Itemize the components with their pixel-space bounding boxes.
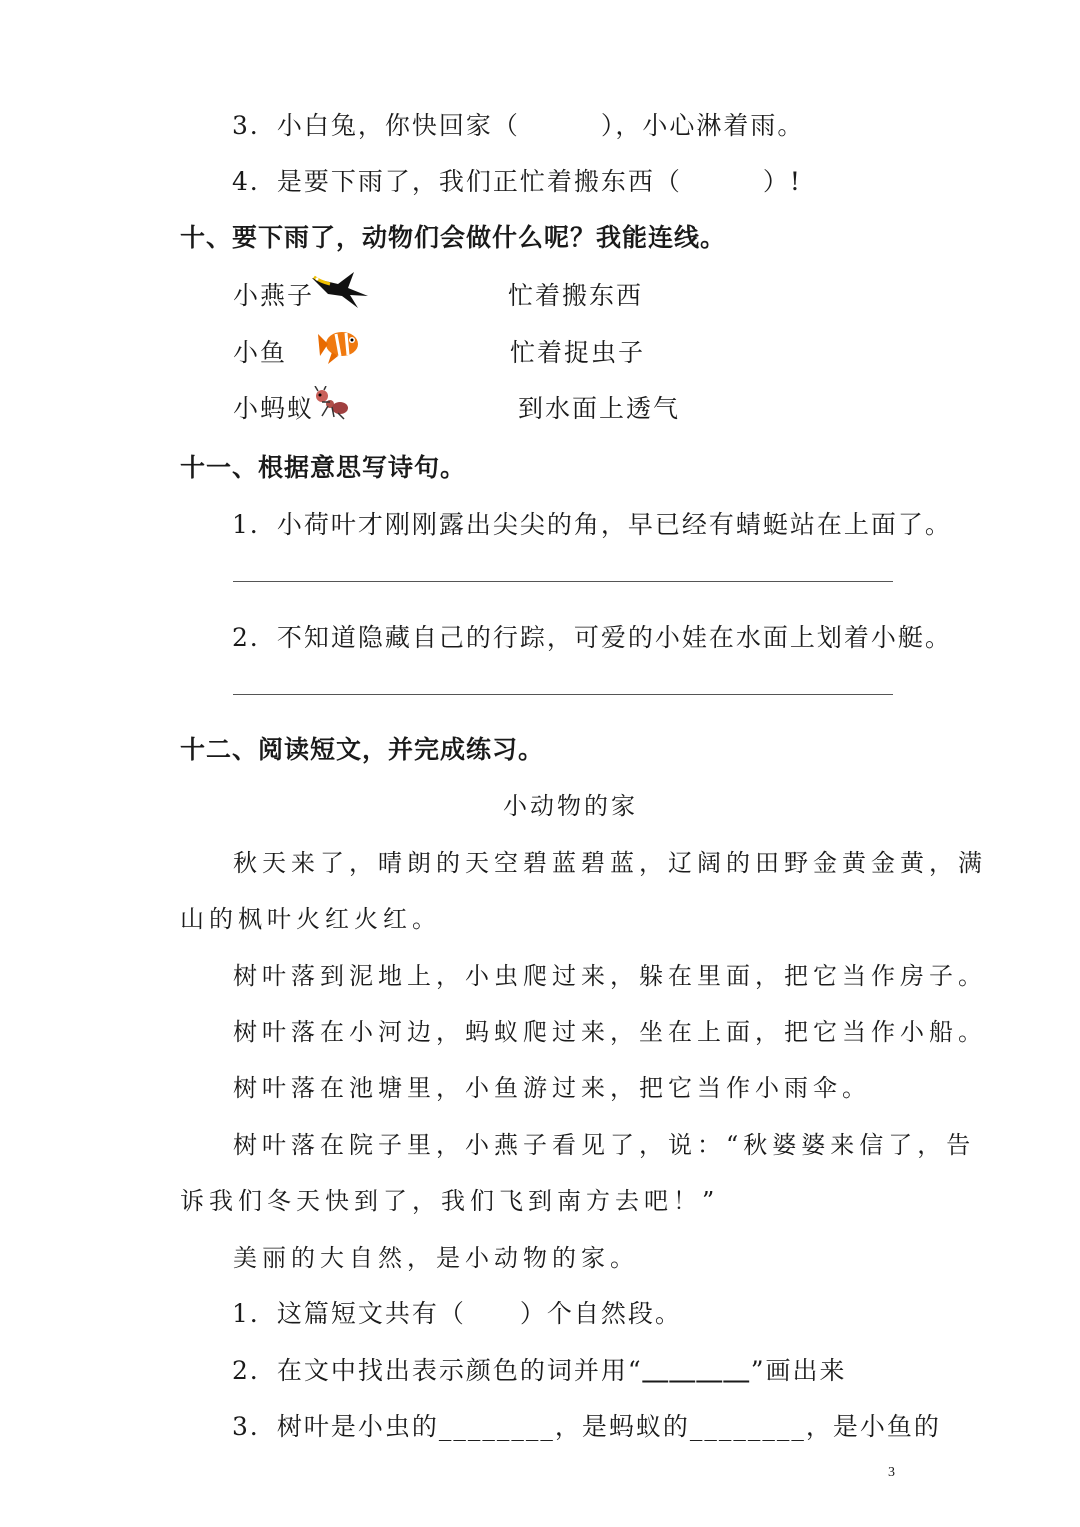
ant-icon <box>312 386 352 424</box>
exercise-2-text: 2．在文中找出表示颜色的词并用“ <box>232 1356 643 1385</box>
passage-paragraph-4: 树叶落在池塘里，小鱼游过来，把它当作小雨伞。 <box>233 1074 871 1102</box>
match-left-swallow: 小燕子 <box>233 281 315 310</box>
passage-paragraph-5: 树叶落在院子里，小燕子看见了，说：“秋婆婆来信了，告 <box>233 1131 976 1159</box>
match-right-catch-bugs: 忙着捉虫子 <box>510 338 646 367</box>
q11-item-1: 1．小荷叶才刚刚露出尖尖的角，早已经有蜻蜓站在上面了。 <box>232 510 952 539</box>
exercise-2 <box>232 1351 847 1387</box>
exercise-1: 1．这篇短文共有（ ）个自然段。 <box>232 1299 682 1328</box>
exercise-2-underline-sample: ＿＿＿＿ <box>642 1356 751 1385</box>
passage-paragraph-1: 秋天来了，晴朗的天空碧蓝碧蓝，辽阔的田野金黄金黄，满 <box>233 849 987 877</box>
passage-paragraph-2: 树叶落到泥地上，小虫爬过来，躲在里面，把它当作房子。 <box>233 962 987 990</box>
exercise-2-text-end: ”画出来 <box>750 1356 847 1385</box>
section-11-title: 十一、根据意思写诗句。 <box>180 453 467 482</box>
passage-paragraph-1-cont: 山的枫叶火红火红。 <box>180 905 441 933</box>
q9-item-4: 4．是要下雨了，我们正忙着搬东西（ ）! <box>232 167 802 196</box>
q9-item-3: 3．小白兔，你快回家（ ），小心淋着雨。 <box>232 111 805 140</box>
passage-paragraph-6: 美丽的大自然，是小动物的家。 <box>233 1244 639 1272</box>
match-left-ant: 小蚂蚁 <box>233 394 315 423</box>
match-left-fish: 小鱼 <box>233 338 288 367</box>
answer-line-2[interactable] <box>233 694 893 695</box>
answer-line-1[interactable] <box>233 581 893 582</box>
page-number: 3 <box>888 1465 895 1480</box>
passage-paragraph-3: 树叶落在小河边，蚂蚁爬过来，坐在上面，把它当作小船。 <box>233 1018 987 1046</box>
exercise-3: 3．树叶是小虫的________，是蚂蚁的________，是小鱼的 <box>232 1412 941 1441</box>
q11-item-2: 2．不知道隐藏自己的行踪，可爱的小娃在水面上划着小艇。 <box>232 623 952 652</box>
fish-icon <box>318 326 362 370</box>
section-12-title: 十二、阅读短文，并完成练习。 <box>180 735 545 764</box>
passage-paragraph-5-cont: 诉我们冬天快到了，我们飞到南方去吧！” <box>180 1187 720 1215</box>
passage-title: 小动物的家 <box>503 792 638 820</box>
match-right-move-things: 忙着搬东西 <box>508 281 644 310</box>
swallow-icon <box>308 268 372 314</box>
match-right-surface-breathe: 到水面上透气 <box>518 394 681 423</box>
section-10-title: 十、要下雨了，动物们会做什么呢？我能连线。 <box>180 223 727 252</box>
